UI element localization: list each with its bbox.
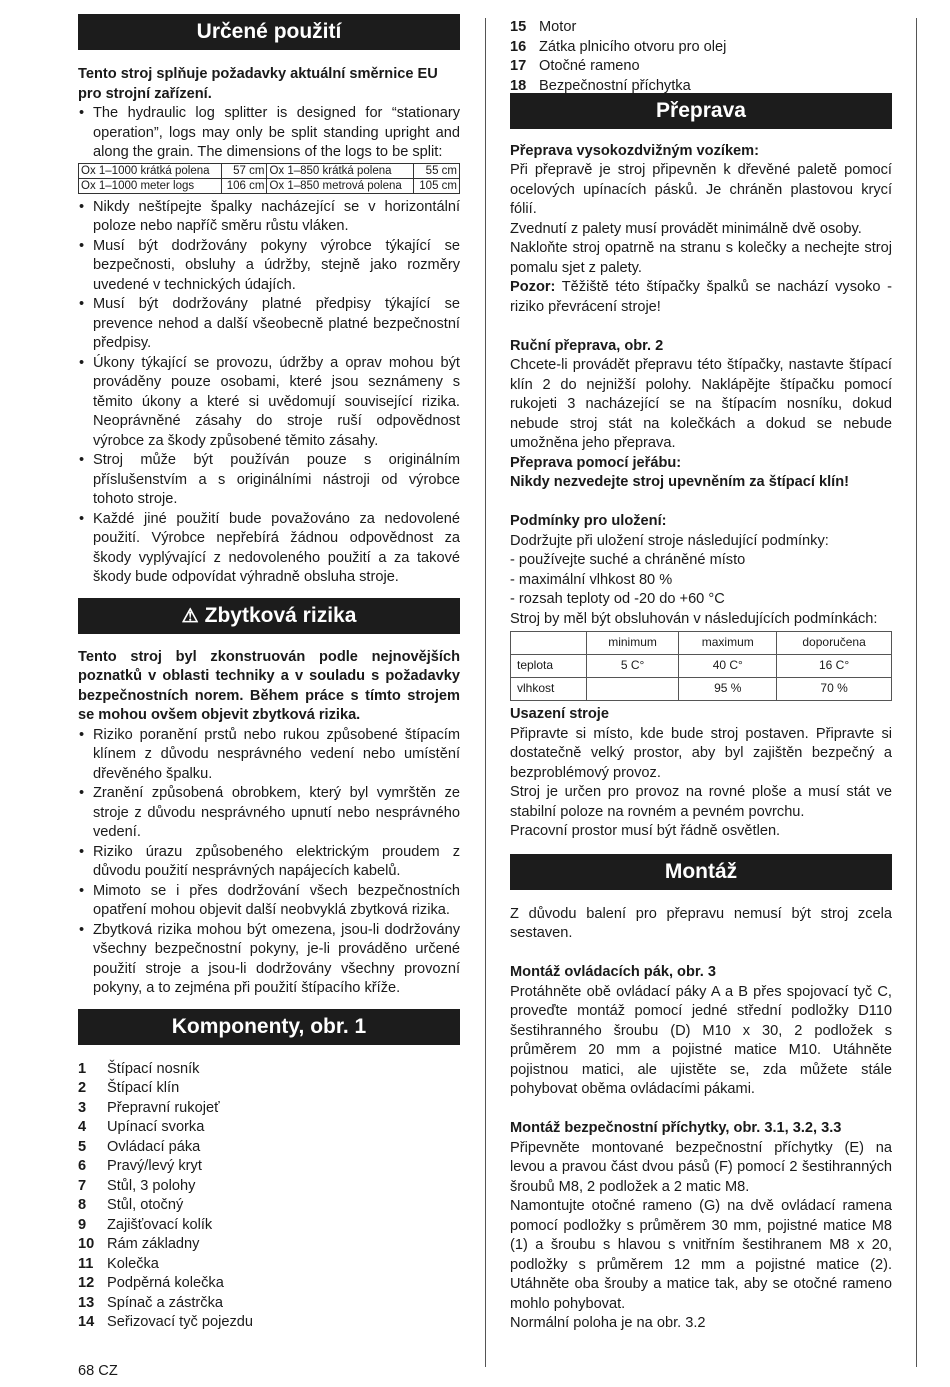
item-label: Štípací klín [107, 1080, 180, 1096]
table-header: maximum [679, 632, 777, 655]
table-cell: 95 % [679, 678, 777, 701]
table-header [511, 632, 587, 655]
list-item [78, 1099, 460, 1119]
item-label: Stůl, 3 polohy [107, 1177, 196, 1194]
item-number: 1 [78, 1060, 87, 1077]
list-item [78, 1274, 460, 1294]
item-label: Štípací nosník [107, 1060, 200, 1077]
table-cell: 40 C° [679, 655, 777, 678]
manual-transport-title: Ruční přeprava, obr. 2 [510, 337, 664, 354]
table-cell: Ox 1–850 krátká polena [267, 163, 414, 178]
table-cell: Ox 1–1000 krátká polena [79, 163, 222, 178]
catch-text-2: Namontujte otočné rameno (G) na dvě ovládací ramena pomocí podložky s průměrem 30 mm, pojistné matice M8 (1) a šroubu s hlavou s vnitřním šestihranem M8 x 20, podložky s průměrem 12 mm a pojistné matice (2). Utáhněte oba šrouby a matice tak, aby se otočné rameno mohlo pohybovat. [510, 1198, 892, 1312]
table-row [511, 678, 892, 701]
list-item [510, 38, 892, 58]
table-cell: Ox 1–850 metrová polena [267, 178, 414, 193]
list-item [78, 1235, 460, 1255]
list-item [78, 1216, 460, 1236]
table-cell [586, 678, 679, 701]
item-number: 2 [78, 1080, 87, 1096]
assembly-intro: Z důvodu balení pro přepravu nemusí být stroj zcela sestaven. [510, 905, 892, 941]
item-number: 6 [78, 1158, 87, 1174]
item-label: Upínací svorka [107, 1119, 205, 1135]
list-item: • Každé jiné použití bude považováno za nedovolené použití. Výrobce nepřebírá žádnou odpovědnost za škody vyplývající z nedovoleného použití a za takové škody bude odpovídat výhradně obsluha stroje. [78, 510, 460, 588]
caution-label: Pozor: [510, 279, 556, 295]
residual-risks-heading [78, 598, 460, 634]
table-cell: Ox 1–1000 meter logs [79, 178, 222, 193]
table-cell: 16 C° [777, 655, 892, 678]
forklift-text-2: Zvednutí z palety musí provádět minimálně dvě osoby. [510, 220, 862, 237]
forklift-text: Při přepravě je stroj připevněn k dřevěné paletě pomocí ocelových upínacích pásků. Je chráněn plastovou krycí fólií. [510, 162, 892, 217]
table-cell: 70 % [777, 678, 892, 701]
item-label: Podpěrná kolečka [107, 1275, 224, 1291]
list-item [78, 1313, 460, 1333]
list-item [78, 1060, 460, 1080]
list-item [510, 77, 892, 93]
item-number: 16 [510, 38, 527, 55]
storage-item: - používejte suché a chráněné místo [510, 552, 746, 568]
column-divider-left [485, 18, 486, 1367]
table-cell: 105 cm [414, 178, 460, 193]
list-item [78, 1255, 460, 1275]
table-header: doporučena [777, 632, 892, 655]
list-item: • Nikdy neštípejte špalky nacházející se v horizontální poloze nebo napříč směru růstu vláken. [78, 198, 460, 237]
storage-intro: Dodržujte při uložení stroje následující podmínky: [510, 532, 829, 549]
item-number: 10 [78, 1236, 95, 1252]
log-dimensions-table [78, 163, 460, 194]
table-row [511, 655, 892, 678]
item-label: Přepravní rukojeť [107, 1099, 220, 1116]
list-item: • Musí být dodržovány platné předpisy týkající se prevence nehod a další všeobecně platné bezpečnostní předpisy. [78, 295, 460, 354]
item-label: Motor [539, 19, 577, 35]
intended-use-heading: Určené použití [78, 14, 460, 50]
manual-transport-text: Chcete-li provádět přepravu této štípačky, nastavte štípací klín 2 do nejnižší polohy. Naklápějte štípačku pomocí rukojeti 3 nacházející se na štípacím nosníku, dokud nebude stroj stát na kolečkách a dokud se nebude umožněna jeho přeprava. [510, 357, 892, 451]
intended-use-list [78, 104, 460, 163]
setup-text: Připravte si místo, kde bude stroj postaven. Připravte si dostatečně velký prostor, aby byl zajištěn bezpečný a bezproblémový provoz. [510, 725, 892, 781]
residual-risks-list [78, 726, 460, 999]
table-cell: vlhkost [511, 678, 587, 701]
item-label: Seřizovací tyč pojezdu [107, 1314, 254, 1330]
setup-text-2: Stroj je určen pro provoz na rovné ploše a musí stát ve stabilní poloze na rovném a pevném povrchu. [510, 784, 892, 820]
right-column [510, 18, 892, 1334]
item-number: 8 [78, 1197, 87, 1213]
storage-item: - maximální vlhkost 80 % [510, 571, 673, 588]
item-label: Zátka plnicího otvoru pro olej [539, 38, 727, 55]
list-item: • Úkony týkající se provozu, údržby a oprav mohou být prováděny pouze osobami, které jsou seznámeny s těmito úkony a které si uvědomují související rizika. Neoprávněné zásahy do stroje ruší odpovědnost výrobce za škody způsobené těmito zásahy. [78, 354, 460, 452]
forklift-text-3: Nakloňte stroj opatrně na stranu s kolečky a nechejte stroj pomalu sjet z palety. [510, 240, 892, 276]
item-number: 12 [78, 1275, 95, 1291]
components-list-continued [510, 18, 892, 93]
residual-risks-intro: Tento stroj byl zkonstruován podle nejnovějších poznatků v oblasti techniky a v souladu s požadavky bezpečnostních norem. Během práce s tímto strojem se mohou ovšem objevit zbytková rizika. [78, 648, 460, 723]
crane-text: Nikdy nezvedejte stroj upevněním za štípací klín! [510, 474, 849, 490]
setup-text-3: Pracovní prostor musí být řádně osvětlen. [510, 823, 781, 839]
table-row [79, 163, 460, 178]
storage-title: Podmínky pro uložení: [510, 513, 667, 529]
levers-text: Protáhněte obě ovládací páky A a B přes spojovací tyč C, proveďte montáž pomocí jedné střední podložky D110 šestihranného šroubu (D) M10 x 30, 2 podložek s průměrem 20 mm a pojistné matice M10. Utáhněte pojistnou matici, ale ujistěte se, zda můžete stále pohybovat oběma ovládacími pákami. [510, 983, 892, 1097]
crane-title: Přeprava pomocí jeřábu: [510, 454, 682, 471]
assembly-heading: Montáž [510, 854, 892, 890]
item-number: 9 [78, 1216, 87, 1233]
item-label: Otočné rameno [539, 58, 640, 74]
transport-heading: Přeprava [510, 93, 892, 129]
item-number: 17 [510, 58, 527, 74]
forklift-title: Přeprava vysokozdvižným vozíkem: [510, 142, 760, 159]
intended-use-list-2 [78, 198, 460, 588]
list-item [510, 57, 892, 77]
item-number: 7 [78, 1177, 87, 1194]
components-list [78, 1060, 460, 1333]
list-item: • Zranění způsobená obrobkem, který byl vymrštěn ze stroje z důvodu nesprávného upnutí nebo nesprávného vedení. [78, 784, 460, 843]
left-column [78, 14, 460, 1333]
item-label: Rám základny [107, 1236, 200, 1252]
list-item: • Mimoto se i přes dodržování všech bezpečnostních opatření mohou objevit další neobvyklá zbytková rizika. [78, 882, 460, 921]
components-heading: Komponenty, obr. 1 [78, 1009, 460, 1045]
item-number: 18 [510, 77, 527, 93]
list-item: • Zbytková rizika mohou být omezena, jsou-li dodržovány všechny bezpečnostní pokyny, je-li prováděno určené použití stroje a jsou-li dodržovány všechny provozní pokyny, a to zejména při použití štípacího kříže. [78, 921, 460, 999]
item-number: 14 [78, 1314, 95, 1330]
list-item [510, 18, 892, 38]
list-item [78, 1079, 460, 1099]
table-cell: teplota [511, 655, 587, 678]
operation-conditions-text: Stroj by měl být obsluhován v následujících podmínkách: [510, 610, 878, 627]
catch-text: Připevněte montované bezpečnostní příchytky (E) na levou a pravou část dvou pásů (F) pomocí 2 šestihranných šroubů M8, 2 podložek a 2 matic M8. [510, 1139, 892, 1195]
list-item [78, 1196, 460, 1216]
list-item: • Riziko úrazu způsobeného elektrickým proudem z důvodu použití nesprávných napájecích kabelů. [78, 843, 460, 882]
table-cell: 55 cm [414, 163, 460, 178]
table-cell: 5 C° [586, 655, 679, 678]
column-divider-right [916, 18, 917, 1367]
item-label: Stůl, otočný [107, 1197, 184, 1213]
list-item [78, 1294, 460, 1314]
table-cell: 106 cm [221, 178, 267, 193]
list-item: • The hydraulic log splitter is designed for “stationary operation”, logs may only be split standing upright and along the grain. The dimensions of the logs to be split: [78, 104, 460, 163]
intended-use-intro: Tento stroj splňuje požadavky aktuální směrnice EU pro strojní zařízení. [78, 66, 438, 102]
list-item: • Stroj může být používán pouze s originálním příslušenstvím a s originálními nástroji od výrobce tohoto stroje. [78, 451, 460, 510]
operating-conditions-table [510, 631, 892, 701]
item-label: Kolečka [107, 1255, 159, 1272]
item-label: Zajišťovací kolík [107, 1216, 213, 1233]
list-item: • Riziko poranění prstů nebo rukou způsobené štípacím klínem z důvodu nesprávného vedení nebo umístění dřevěného špalku. [78, 726, 460, 785]
list-item: • Musí být dodržovány pokyny výrobce týkající se bezpečnosti, obsluhy a údržby, stejně jako rozměry uvedené v technických údajích. [78, 237, 460, 296]
item-label: Pravý/levý kryt [107, 1158, 202, 1174]
item-number: 15 [510, 19, 527, 35]
catch-title: Montáž bezpečnostní příchytky, obr. 3.1, 3.2, 3.3 [510, 1120, 842, 1136]
table-row [79, 178, 460, 193]
levers-title: Montáž ovládacích pák, obr. 3 [510, 964, 716, 980]
list-item [78, 1157, 460, 1177]
list-item [78, 1177, 460, 1197]
caution-text: Těžiště této štípačky špalků se nachází vysoko - riziko převrácení stroje! [510, 279, 892, 315]
table-cell: 57 cm [221, 163, 267, 178]
item-label: Bezpečnostní příchytka [539, 77, 691, 93]
list-item [78, 1138, 460, 1158]
caution-note [510, 278, 892, 317]
warning-icon: ⚠ [181, 605, 199, 627]
item-number: 5 [78, 1138, 87, 1155]
item-number: 11 [78, 1255, 94, 1272]
item-number: 13 [78, 1294, 95, 1311]
page-number: 68 CZ [78, 1363, 118, 1379]
item-number: 4 [78, 1119, 87, 1135]
item-label: Spínač a zástrčka [107, 1294, 223, 1311]
item-number: 3 [78, 1099, 87, 1116]
table-header: minimum [586, 632, 679, 655]
catch-text-3: Normální poloha je na obr. 3.2 [510, 1315, 706, 1331]
setup-title: Usazení stroje [510, 706, 609, 722]
item-label: Ovládací páka [107, 1138, 201, 1155]
table-header-row [511, 632, 892, 655]
residual-risks-title: Zbytková rizika [204, 603, 357, 627]
list-item [78, 1118, 460, 1138]
storage-item: - rozsah teploty od -20 do +60 °C [510, 591, 725, 607]
